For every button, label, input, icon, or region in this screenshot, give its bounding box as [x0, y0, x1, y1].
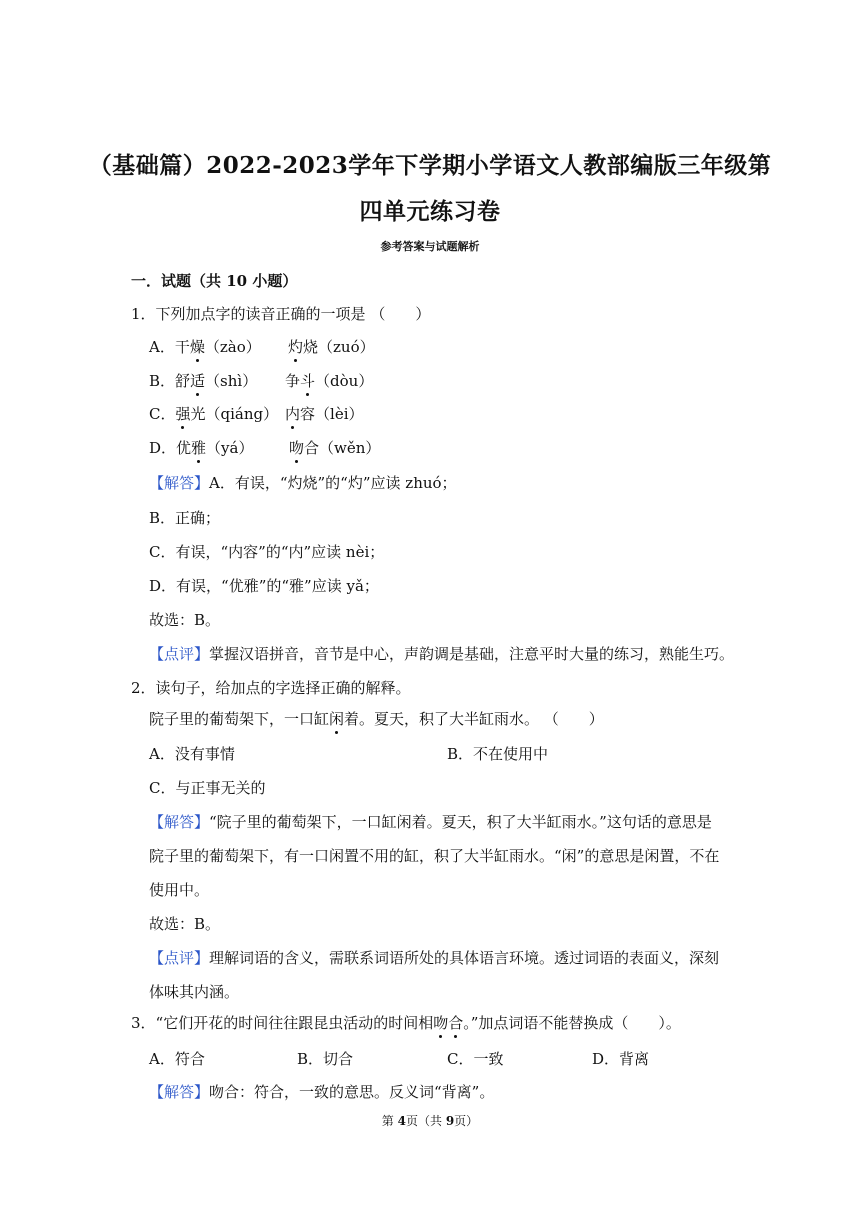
q1-option-d: D．优雅（yá）	[149, 439, 254, 457]
q3-option-c: C．一致	[447, 1050, 504, 1068]
page-title-line2: 四单元练习卷	[359, 198, 501, 225]
answer-tag: 【解答】	[149, 813, 210, 831]
q3-option-d: D．背离	[592, 1050, 650, 1068]
emphasis-dot-char: 吻	[289, 439, 305, 457]
page-subtitle: 参考答案与试题解析	[380, 240, 480, 253]
q3-option-b: B．切合	[297, 1050, 354, 1068]
comment-tag: 【点评】	[149, 949, 210, 967]
q1-option-b: B．舒适（shì）	[149, 372, 258, 390]
emphasis-dot-char: 燥	[189, 338, 205, 356]
q1-option-d-2: 吻合（wěn）	[289, 439, 381, 457]
emphasis-dot-char: 吻	[433, 1014, 449, 1032]
q2-answer-line-3: 使用中。	[149, 881, 210, 899]
q1-answer-line-5: 故选：B。	[149, 611, 221, 629]
q2-comment-line-1: 【点评】理解词语的含义，需联系词语所处的具体语言环境。透过词语的表面义，深刻	[149, 949, 720, 967]
q2-option-b: B．不在使用中	[447, 745, 549, 763]
q1-comment: 【点评】掌握汉语拼音，音节是中心，声韵调是基础，注意平时大量的练习，熟能生巧。	[149, 645, 735, 663]
q1-option-a: A．干燥（zào）	[149, 338, 261, 356]
comment-tag: 【点评】	[149, 645, 210, 663]
q2-sentence: 院子里的葡萄架下，一口缸闲着。夏天，积了大半缸雨水。 （ ）	[149, 710, 604, 728]
emphasis-dot-char: 雅	[191, 439, 207, 457]
q1-option-c: C．强光（qiáng）	[149, 405, 279, 423]
q3-answer: 【解答】吻合：符合，一致的意思。反义词“背离”。	[149, 1083, 495, 1101]
emphasis-dot-char: 闲	[329, 710, 345, 728]
emphasis-dot-char: 合	[448, 1014, 464, 1032]
emphasis-dot-char: 灼	[288, 338, 304, 356]
q1-option-c-2: 内容（lèi）	[285, 405, 364, 423]
emphasis-dot-char: 强	[175, 405, 191, 423]
q1-stem: 1．下列加点字的读音正确的一项是 （ ）	[131, 305, 431, 323]
q2-stem: 2．读句子，给加点的字选择正确的解释。	[131, 679, 411, 697]
q2-option-a: A．没有事情	[149, 745, 235, 763]
q1-option-b-2: 争斗（dòu）	[285, 372, 374, 390]
q1-option-a-2: 灼烧（zuó）	[288, 338, 375, 356]
page-title-line1: （基础篇）2022-2023学年下学期小学语文人教部编版三年级第	[88, 152, 772, 179]
q1-answer-line-4: D．有误，“优雅”的“雅”应读 yǎ；	[149, 577, 379, 595]
answer-tag: 【解答】	[149, 474, 210, 492]
section-heading: 一．试题（共 10 小题）	[131, 272, 298, 290]
q2-answer-line-1: 【解答】“院子里的葡萄架下，一口缸闲着。夏天，积了大半缸雨水。”这句话的意思是	[149, 813, 712, 831]
q1-answer-line-1: 【解答】A．有误，“灼烧”的“灼”应读 zhuó；	[149, 474, 457, 492]
q2-answer-line-4: 故选：B。	[149, 915, 221, 933]
q2-option-c: C．与正事无关的	[149, 779, 266, 797]
emphasis-dot-char: 内	[285, 405, 301, 423]
q2-answer-line-2: 院子里的葡萄架下，有一口闲置不用的缸，积了大半缸雨水。“闲”的意思是闲置，不在	[149, 847, 720, 865]
emphasis-dot-char: 斗	[300, 372, 316, 390]
q1-answer-line-3: C．有误，“内容”的“内”应读 nèi；	[149, 543, 385, 561]
q3-option-a: A．符合	[149, 1050, 205, 1068]
q3-stem: 3．“它们开花的时间往往跟昆虫活动的时间相吻合。”加点词语不能替换成（ ）。	[131, 1014, 681, 1032]
page-footer: 第 4页（共 9页）	[381, 1114, 479, 1128]
emphasis-dot-char: 适	[190, 372, 206, 390]
answer-tag: 【解答】	[149, 1083, 210, 1101]
q1-answer-line-2: B．正确；	[149, 509, 221, 527]
q2-comment-line-2: 体味其内涵。	[149, 983, 240, 1001]
